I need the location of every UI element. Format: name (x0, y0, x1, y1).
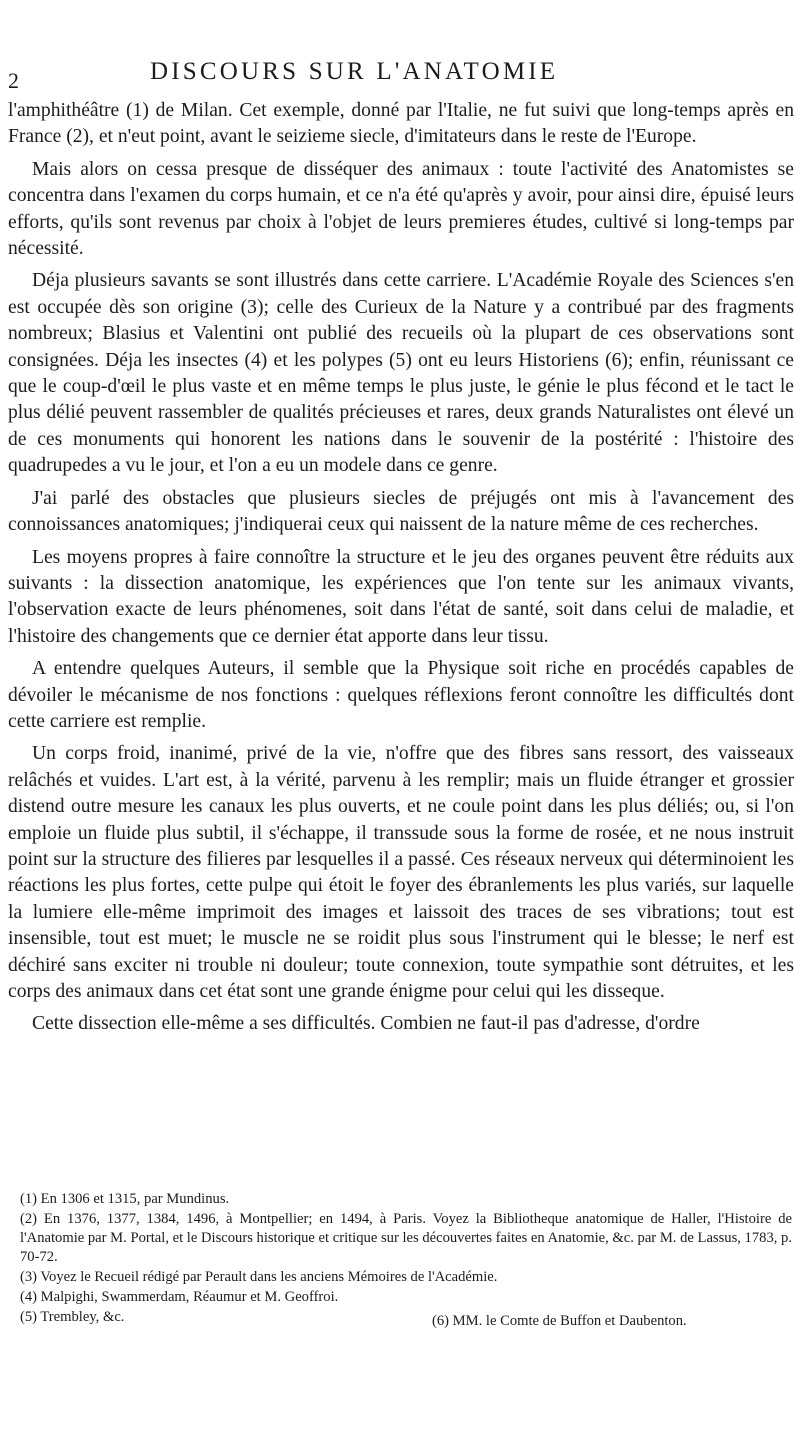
paragraph: Cette dissection elle-même a ses difficultés. Combien ne faut-il pas d'adresse, d'ordre (32, 1013, 700, 1035)
footnote-5: (5) Trembley, &c. (20, 1309, 125, 1325)
footnote-2: (2) En 1376, 1377, 1384, 1496, à Montpellier; en 1494, à Paris. Voyez la Bibliotheque anatomique de Haller, l'Histoire de l'Anatomie par M. Portal, et le Discours historique et critique sur les découvertes faites en Anatomie, &c. par M. de Lassus, 1783, p. 70-72. (20, 1211, 792, 1265)
footnote-6: (6) MM. le Comte de Buffon et Daubenton. (432, 1313, 687, 1329)
running-head: DISCOURS SUR L'ANATOMIE (150, 58, 559, 85)
paragraph: Les moyens propres à faire connoître la structure et le jeu des organes peuvent être réduits aux suivants : la dissection anatomique, les expériences que l'on tente sur les animaux vivants, l'observation exacte de leurs phénomenes, soit dans l'état de santé, soit dans celui de maladie, et l'histoire des changements que ce dernier état apporte dans leur tissu. (8, 546, 794, 647)
footnotes (12, 1190, 792, 1330)
footnote-4: (4) Malpighi, Swammerdam, Réaumur et M. Geoffroi. (20, 1289, 339, 1305)
paragraph: l'amphithéâtre (1) de Milan. Cet exemple, donné par l'Italie, ne fut suivi que long-temps après en France (2), et n'eut point, avant le seizieme siecle, d'imitateurs dans le reste de l'Europe. (8, 100, 794, 148)
footnote-3: (3) Voyez le Recueil rédigé par Perault dans les anciens Mémoires de l'Académie. (20, 1269, 498, 1285)
paragraph: J'ai parlé des obstacles que plusieurs siecles de préjugés ont mis à l'avancement des connoissances anatomiques; j'indiquerai ceux qui naissent de la nature même de ces recherches. (8, 487, 794, 536)
footnote-1: (1) En 1306 et 1315, par Mundinus. (20, 1191, 230, 1207)
paragraph: A entendre quelques Auteurs, il semble que la Physique soit riche en procédés capables de dévoiler le mécanisme de nos fonctions : quelques réflexions feront connoître les difficultés dont cette carriere est remplie. (8, 658, 794, 732)
page-number: 2 (8, 68, 19, 93)
footnote-row (12, 1308, 792, 1330)
paragraph: Mais alors on cessa presque de disséquer des animaux : toute l'activité des Anatomistes se concentra dans l'examen du corps humain, et ce n'a été qu'après y avoir, pour ainsi dire, épuisé leurs efforts, qu'ils sont revenus par choix à l'objet de leurs premieres études, cultivé si long-temps par nécessité. (8, 158, 794, 260)
paragraph: Déja plusieurs savants se sont illustrés dans cette carriere. L'Académie Royale des Sciences s'en est occupée dès son origine (3); celle des Curieux de la Nature y a contribué par des fragments nombreux; Blasius et Valentini ont publié des recueils où la plupart de ces observations sont consignées. Déja les insectes (4) et les polypes (5) ont eu leurs Historiens (6); enfin, réunissant ce que le coup-d'œil le plus vaste et en même temps le plus juste, le génie le plus fécond et le tact le plus délié peuvent rassembler de qualités précieuses et rares, deux grands Naturalistes ont élevé un de ces monuments qui honorent les nations dans le souvenir de la postérité : l'histoire des quadrupedes a vu le jour, et l'on a eu un modele dans ce genre. (8, 270, 794, 477)
body-text (8, 98, 794, 1044)
paragraph: Un corps froid, inanimé, privé de la vie, n'offre que des fibres sans ressort, des vaisseaux relâchés et vuides. L'art est, à la vérité, parvenu à les remplir; mais un fluide étranger et grossier distend outre mesure les canaux les plus ouverts, et ne coule point dans les plus déliés; ou, si l'on emploie un fluide plus subtil, il s'échappe, il transsude sous la forme de rosée, et ne nous instruit point sur la structure des filieres par lesquelles il a passé. Ces réseaux nerveux qui déterminoient les réactions les plus fortes, cette pulpe qui étoit le foyer des ébranlements les plus variés, sur laquelle la lumiere elle-même imprimoit des images et laissoit des traces de ses vibrations; tout est insensible, tout est muet; le muscle ne se roidit plus sous l'instrument qui le blesse; le nerf est déchiré sans exciter ni trouble ni douleur; toute connexion, toute sympathie sont détruites, et les corps des animaux dans cet état sont une grande énigme pour celui qui les disseque. (8, 743, 794, 1002)
